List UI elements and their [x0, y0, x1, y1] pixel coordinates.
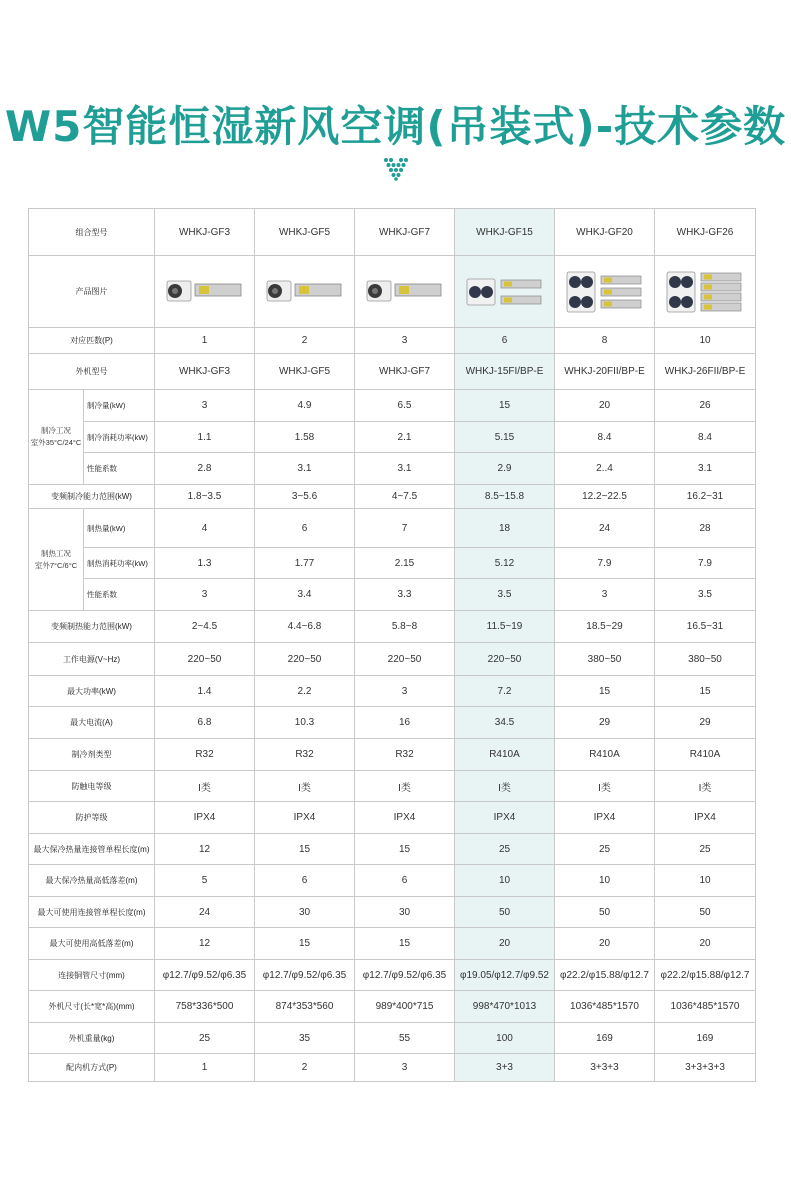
spec-cell-weight: 169	[655, 1023, 756, 1054]
spec-row-max_height	[29, 928, 756, 960]
spec-cell-shock: I类	[155, 771, 255, 802]
spec-cell-model: WHKJ-GF7	[355, 209, 455, 256]
spec-row-cool_pow	[29, 422, 756, 453]
spec-cell-combination: 3	[355, 1054, 455, 1082]
spec-row-dimensions	[29, 991, 756, 1023]
spec-cell-cool_cap: 26	[655, 390, 756, 422]
heating-group-title: 制热工况	[41, 548, 71, 558]
spec-row-weight	[29, 1023, 756, 1054]
cooling-group-label	[29, 390, 84, 485]
spec-cell-max_current: 29	[655, 707, 756, 739]
spec-cell-heat_pow: 1.77	[255, 548, 355, 579]
spec-cell-shock: I类	[255, 771, 355, 802]
spec-cell-cool_cop: 2.8	[155, 453, 255, 485]
spec-cell-cool_cop: 3.1	[355, 453, 455, 485]
spec-cell-heat_cap: 28	[655, 509, 756, 548]
spec-cell-max_height_warm: 10	[455, 865, 555, 897]
spec-cell-power_supply: 380~50	[655, 643, 756, 676]
spec-cell-heat_pow: 1.3	[155, 548, 255, 579]
spec-cell-shock: I类	[555, 771, 655, 802]
spec-cell-shock: I类	[655, 771, 756, 802]
spec-cell-max_pipe_len_warm: 12	[155, 834, 255, 865]
spec-cell-combination: 3+3+3+3	[655, 1054, 756, 1082]
row-label-cool_cap: 制冷量(kW)	[84, 390, 155, 422]
spec-cell-model: WHKJ-GF3	[155, 209, 255, 256]
air-conditioner-unit-icon	[265, 267, 345, 317]
spec-row-max_power	[29, 676, 756, 707]
row-label-hp: 对应匹数(P)	[29, 328, 155, 354]
spec-cell-refrigerant: R410A	[455, 739, 555, 771]
spec-cell-hp: 1	[155, 328, 255, 354]
spec-cell-max_current: 16	[355, 707, 455, 739]
spec-cell-heat_cop: 3.3	[355, 579, 455, 611]
row-label-heat_range: 变频制热能力范围(kW)	[29, 611, 155, 643]
spec-cell-power_supply: 220~50	[255, 643, 355, 676]
spec-row-hp	[29, 328, 756, 354]
spec-cell-max_pipe_len_warm: 15	[255, 834, 355, 865]
spec-cell-max_pipe_len: 50	[455, 897, 555, 928]
spec-cell-heat_cop: 3.5	[655, 579, 756, 611]
spec-cell-power_supply: 380~50	[555, 643, 655, 676]
spec-cell-heat_cap: 24	[555, 509, 655, 548]
spec-cell-max_pipe_len_warm: 15	[355, 834, 455, 865]
spec-cell-heat_range: 11.5~19	[455, 611, 555, 643]
spec-cell-max_current: 10.3	[255, 707, 355, 739]
spec-row-model	[29, 209, 756, 256]
spec-cell-cool_range: 4~7.5	[355, 485, 455, 509]
spec-cell-refrigerant: R410A	[655, 739, 756, 771]
spec-cell-cool_cap: 15	[455, 390, 555, 422]
spec-cell-hp: 6	[455, 328, 555, 354]
row-label-weight: 外机重量(kg)	[29, 1023, 155, 1054]
spec-cell-max_current: 29	[555, 707, 655, 739]
spec-cell-heat_range: 2~4.5	[155, 611, 255, 643]
spec-cell-outdoor_model: WHKJ-GF3	[155, 354, 255, 390]
spec-cell-pipe_size: φ12.7/φ9.52/φ6.35	[355, 960, 455, 991]
spec-cell-dimensions: 998*470*1013	[455, 991, 555, 1023]
spec-row-cool_range	[29, 485, 756, 509]
air-conditioner-unit-icon	[165, 267, 245, 317]
row-label-ip: 防护等级	[29, 802, 155, 834]
spec-cell-cool_cop: 2.9	[455, 453, 555, 485]
spec-cell-hp: 10	[655, 328, 756, 354]
spec-cell-cool_range: 12.2~22.5	[555, 485, 655, 509]
product-image	[355, 256, 455, 328]
row-label-heat_cop: 性能系数	[84, 579, 155, 611]
row-label-dimensions: 外机尺寸(长*宽*高)(mm)	[29, 991, 155, 1023]
spec-cell-cool_pow: 2.1	[355, 422, 455, 453]
product-image	[555, 256, 655, 328]
spec-cell-max_pipe_len: 50	[655, 897, 756, 928]
spec-cell-heat_cop: 3	[555, 579, 655, 611]
spec-cell-max_height_warm: 6	[355, 865, 455, 897]
air-conditioner-unit-icon	[365, 267, 445, 317]
product-image	[155, 256, 255, 328]
spec-cell-heat_range: 16.5~31	[655, 611, 756, 643]
spec-cell-combination: 3+3	[455, 1054, 555, 1082]
spec-cell-max_height: 15	[255, 928, 355, 960]
row-label-max_power: 最大功率(kW)	[29, 676, 155, 707]
spec-cell-heat_cap: 6	[255, 509, 355, 548]
spec-row-heat_range	[29, 611, 756, 643]
spec-cell-model: WHKJ-GF20	[555, 209, 655, 256]
spec-cell-max_pipe_len: 50	[555, 897, 655, 928]
air-conditioner-unit-icon	[665, 267, 745, 317]
spec-cell-ip: IPX4	[455, 802, 555, 834]
row-label-max_pipe_len: 最大可使用连接管单程长度(m)	[29, 897, 155, 928]
spec-row-image	[29, 256, 756, 328]
spec-cell-max_power: 15	[555, 676, 655, 707]
spec-cell-heat_cap: 18	[455, 509, 555, 548]
spec-row-cool_cop	[29, 453, 756, 485]
product-image	[255, 256, 355, 328]
spec-cell-max_power: 7.2	[455, 676, 555, 707]
spec-cell-outdoor_model: WHKJ-GF7	[355, 354, 455, 390]
spec-cell-power_supply: 220~50	[355, 643, 455, 676]
spec-cell-combination: 3+3+3	[555, 1054, 655, 1082]
spec-cell-shock: I类	[455, 771, 555, 802]
spec-cell-cool_pow: 5.15	[455, 422, 555, 453]
brand-logo-icon	[383, 157, 409, 181]
spec-cell-pipe_size: φ19.05/φ12.7/φ9.52	[455, 960, 555, 991]
spec-cell-heat_pow: 7.9	[555, 548, 655, 579]
spec-cell-cool_cap: 4.9	[255, 390, 355, 422]
spec-table	[28, 208, 756, 1082]
spec-cell-power_supply: 220~50	[155, 643, 255, 676]
row-label-cool_cop: 性能系数	[84, 453, 155, 485]
spec-cell-model: WHKJ-GF15	[455, 209, 555, 256]
spec-row-heat_cap	[29, 509, 756, 548]
spec-cell-hp: 8	[555, 328, 655, 354]
product-image	[455, 256, 555, 328]
spec-row-cool_cap	[29, 390, 756, 422]
spec-cell-heat_range: 18.5~29	[555, 611, 655, 643]
spec-cell-outdoor_model: WHKJ-26FII/BP-E	[655, 354, 756, 390]
spec-cell-heat_cap: 4	[155, 509, 255, 548]
spec-cell-pipe_size: φ12.7/φ9.52/φ6.35	[155, 960, 255, 991]
spec-row-refrigerant	[29, 739, 756, 771]
spec-cell-max_pipe_len: 24	[155, 897, 255, 928]
spec-cell-max_power: 3	[355, 676, 455, 707]
spec-cell-power_supply: 220~50	[455, 643, 555, 676]
spec-cell-max_pipe_len_warm: 25	[555, 834, 655, 865]
spec-cell-max_height: 20	[455, 928, 555, 960]
spec-cell-max_power: 2.2	[255, 676, 355, 707]
spec-row-pipe_size	[29, 960, 756, 991]
air-conditioner-unit-icon	[565, 267, 645, 317]
row-label-model: 组合型号	[29, 209, 155, 256]
spec-cell-ip: IPX4	[555, 802, 655, 834]
spec-row-max_pipe_len_warm	[29, 834, 756, 865]
row-label-heat_pow: 制热消耗功率(kW)	[84, 548, 155, 579]
row-label-cool_pow: 制冷消耗功率(kW)	[84, 422, 155, 453]
row-label-heat_cap: 制热量(kW)	[84, 509, 155, 548]
spec-cell-combination: 1	[155, 1054, 255, 1082]
spec-cell-cool_cop: 3.1	[655, 453, 756, 485]
spec-cell-heat_pow: 5.12	[455, 548, 555, 579]
spec-cell-max_power: 15	[655, 676, 756, 707]
row-label-combination: 配内机方式(P)	[29, 1054, 155, 1082]
spec-cell-heat_cap: 7	[355, 509, 455, 548]
heating-group-label	[29, 509, 84, 611]
spec-cell-ip: IPX4	[255, 802, 355, 834]
spec-cell-pipe_size: φ22.2/φ15.88/φ12.7	[555, 960, 655, 991]
heating-group-condition: 室外7°C/6°C	[34, 560, 78, 570]
spec-cell-outdoor_model: WHKJ-GF5	[255, 354, 355, 390]
spec-cell-weight: 55	[355, 1023, 455, 1054]
spec-row-combination	[29, 1054, 756, 1082]
row-label-max_pipe_len_warm: 最大保冷热量连接管单程长度(m)	[29, 834, 155, 865]
spec-cell-cool_cap: 6.5	[355, 390, 455, 422]
spec-cell-refrigerant: R410A	[555, 739, 655, 771]
spec-cell-dimensions: 1036*485*1570	[555, 991, 655, 1023]
spec-row-heat_cop	[29, 579, 756, 611]
spec-cell-heat_cop: 3.5	[455, 579, 555, 611]
spec-cell-combination: 2	[255, 1054, 355, 1082]
spec-cell-max_height: 20	[655, 928, 756, 960]
spec-cell-cool_range: 16.2~31	[655, 485, 756, 509]
spec-cell-max_current: 34.5	[455, 707, 555, 739]
spec-cell-max_current: 6.8	[155, 707, 255, 739]
spec-cell-weight: 100	[455, 1023, 555, 1054]
spec-cell-refrigerant: R32	[155, 739, 255, 771]
row-label-cool_range: 变频制冷能力范围(kW)	[29, 485, 155, 509]
spec-cell-weight: 169	[555, 1023, 655, 1054]
spec-row-max_pipe_len	[29, 897, 756, 928]
spec-cell-max_height_warm: 6	[255, 865, 355, 897]
spec-cell-dimensions: 874*353*560	[255, 991, 355, 1023]
row-label-refrigerant: 制冷剂类型	[29, 739, 155, 771]
spec-cell-heat_range: 4.4~6.8	[255, 611, 355, 643]
spec-cell-max_power: 1.4	[155, 676, 255, 707]
spec-cell-ip: IPX4	[355, 802, 455, 834]
spec-cell-cool_cap: 3	[155, 390, 255, 422]
row-label-max_height: 最大可使用高低落差(m)	[29, 928, 155, 960]
spec-cell-shock: I类	[355, 771, 455, 802]
spec-cell-outdoor_model: WHKJ-15FI/BP-E	[455, 354, 555, 390]
row-label-shock: 防触电等级	[29, 771, 155, 802]
spec-cell-heat_pow: 7.9	[655, 548, 756, 579]
spec-cell-max_pipe_len_warm: 25	[655, 834, 756, 865]
spec-row-heat_pow	[29, 548, 756, 579]
spec-cell-pipe_size: φ12.7/φ9.52/φ6.35	[255, 960, 355, 991]
spec-cell-ip: IPX4	[655, 802, 756, 834]
spec-cell-refrigerant: R32	[255, 739, 355, 771]
spec-cell-max_height_warm: 10	[555, 865, 655, 897]
spec-cell-heat_pow: 2.15	[355, 548, 455, 579]
spec-cell-outdoor_model: WHKJ-20FII/BP-E	[555, 354, 655, 390]
spec-cell-cool_pow: 8.4	[555, 422, 655, 453]
spec-cell-cool_cop: 2..4	[555, 453, 655, 485]
spec-cell-cool_range: 3~5.6	[255, 485, 355, 509]
spec-row-ip	[29, 802, 756, 834]
spec-cell-model: WHKJ-GF26	[655, 209, 756, 256]
page-title: W5智能恒湿新风空调(吊装式)-技术参数	[4, 102, 787, 151]
spec-cell-cool_cap: 20	[555, 390, 655, 422]
spec-cell-refrigerant: R32	[355, 739, 455, 771]
spec-cell-model: WHKJ-GF5	[255, 209, 355, 256]
spec-cell-heat_range: 5.8~8	[355, 611, 455, 643]
spec-cell-max_height: 20	[555, 928, 655, 960]
spec-row-power_supply	[29, 643, 756, 676]
spec-cell-max_height_warm: 10	[655, 865, 756, 897]
spec-cell-weight: 35	[255, 1023, 355, 1054]
spec-cell-max_pipe_len_warm: 25	[455, 834, 555, 865]
spec-cell-dimensions: 758*336*500	[155, 991, 255, 1023]
spec-row-max_current	[29, 707, 756, 739]
row-label-power_supply: 工作电源(V~Hz)	[29, 643, 155, 676]
spec-cell-heat_cop: 3.4	[255, 579, 355, 611]
spec-row-max_height_warm	[29, 865, 756, 897]
spec-cell-cool_range: 1.8~3.5	[155, 485, 255, 509]
spec-cell-max_height: 12	[155, 928, 255, 960]
spec-cell-heat_cop: 3	[155, 579, 255, 611]
spec-row-shock	[29, 771, 756, 802]
spec-cell-max_pipe_len: 30	[355, 897, 455, 928]
row-label-max_current: 最大电流(A)	[29, 707, 155, 739]
spec-row-outdoor_model	[29, 354, 756, 390]
row-label-max_height_warm: 最大保冷热量高低落差(m)	[29, 865, 155, 897]
spec-cell-max_height_warm: 5	[155, 865, 255, 897]
spec-cell-dimensions: 989*400*715	[355, 991, 455, 1023]
row-label-image: 产品图片	[29, 256, 155, 328]
row-label-outdoor_model: 外机型号	[29, 354, 155, 390]
product-image	[655, 256, 756, 328]
spec-cell-dimensions: 1036*485*1570	[655, 991, 756, 1023]
spec-cell-ip: IPX4	[155, 802, 255, 834]
spec-cell-max_pipe_len: 30	[255, 897, 355, 928]
spec-cell-cool_cop: 3.1	[255, 453, 355, 485]
spec-cell-cool_pow: 1.58	[255, 422, 355, 453]
spec-cell-max_height: 15	[355, 928, 455, 960]
spec-cell-cool_pow: 1.1	[155, 422, 255, 453]
cooling-group-condition: 室外35°C/24°C	[30, 438, 82, 447]
spec-cell-cool_range: 8.5~15.8	[455, 485, 555, 509]
spec-cell-cool_pow: 8.4	[655, 422, 756, 453]
row-label-pipe_size: 连接铜管尺寸(mm)	[29, 960, 155, 991]
cooling-group-title: 制冷工况	[41, 426, 71, 435]
spec-cell-hp: 2	[255, 328, 355, 354]
spec-cell-hp: 3	[355, 328, 455, 354]
air-conditioner-unit-icon	[465, 267, 545, 317]
spec-cell-pipe_size: φ22.2/φ15.88/φ12.7	[655, 960, 756, 991]
spec-cell-weight: 25	[155, 1023, 255, 1054]
